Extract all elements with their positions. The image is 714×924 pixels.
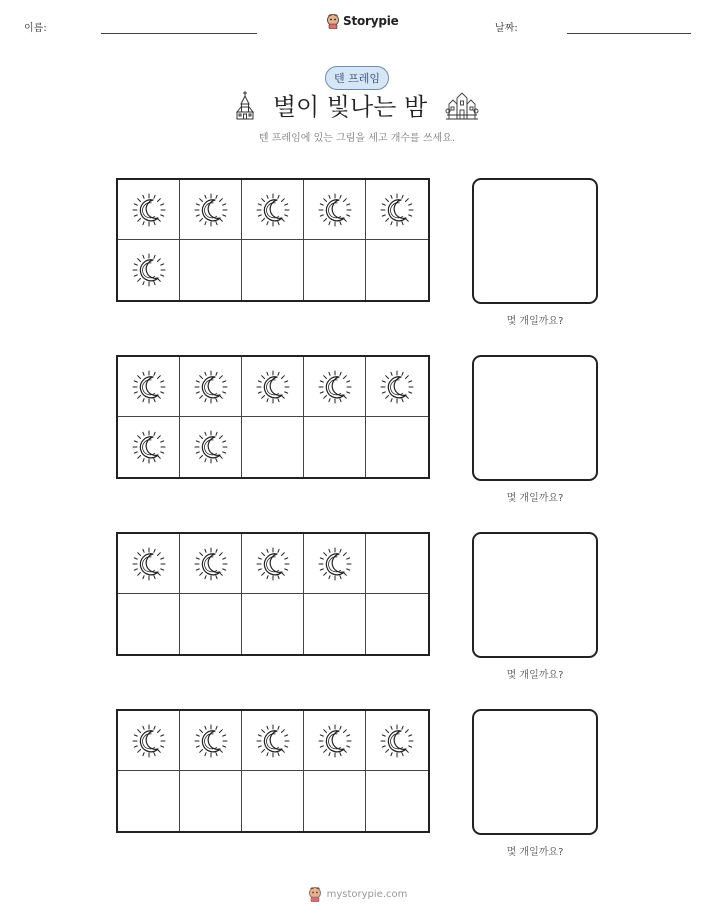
crescent-moon-sun-icon — [131, 546, 167, 582]
brand-logo — [326, 13, 399, 29]
answer-box[interactable] — [472, 532, 598, 658]
date-label: 날짜: — [495, 23, 518, 34]
crescent-moon-sun-icon — [131, 192, 167, 228]
crescent-moon-sun-icon — [255, 723, 291, 759]
ten-frame-cell — [242, 594, 304, 654]
ten-frame-cell — [366, 534, 428, 594]
crescent-moon-sun-icon — [379, 369, 415, 405]
crescent-moon-sun-icon — [255, 546, 291, 582]
ten-frame-cell — [242, 180, 304, 240]
ten-frame — [116, 532, 430, 656]
brand-name: Storypie — [343, 14, 399, 28]
ten-frame-cell — [118, 711, 180, 771]
crescent-moon-sun-icon — [255, 192, 291, 228]
castle-icon — [445, 90, 479, 120]
footer-url: mystorypie.com — [326, 888, 408, 900]
answer-box[interactable] — [472, 178, 598, 304]
question-label: 몇 개일까요? — [506, 670, 564, 681]
crescent-moon-sun-icon — [131, 723, 167, 759]
storypie-mascot-icon — [307, 886, 323, 902]
instructions: 텐 프레임에 있는 그림을 세고 개수를 쓰세요. — [258, 133, 456, 144]
ten-frame-cell — [242, 711, 304, 771]
ten-frame-cell — [242, 357, 304, 417]
date-line[interactable] — [567, 33, 691, 34]
crescent-moon-sun-icon — [317, 369, 353, 405]
ten-frame-cell — [242, 417, 304, 477]
ten-frame-cell — [366, 357, 428, 417]
ten-frame-cell — [366, 180, 428, 240]
ten-frame — [116, 355, 430, 479]
crescent-moon-sun-icon — [255, 369, 291, 405]
church-icon — [235, 90, 255, 120]
crescent-moon-sun-icon — [317, 546, 353, 582]
ten-frame-cell — [180, 771, 242, 831]
ten-frame-cell — [304, 357, 366, 417]
ten-frame-cell — [118, 417, 180, 477]
ten-frame-badge: 텐 프레임 — [325, 66, 389, 90]
answer-box[interactable] — [472, 355, 598, 481]
question-label: 몇 개일까요? — [506, 493, 564, 504]
ten-frame-cell — [366, 711, 428, 771]
crescent-moon-sun-icon — [193, 192, 229, 228]
question-label: 몇 개일까요? — [506, 847, 564, 858]
ten-frame-cell — [118, 771, 180, 831]
crescent-moon-sun-icon — [131, 429, 167, 465]
ten-frame-cell — [180, 180, 242, 240]
ten-frame — [116, 178, 430, 302]
ten-frame-cell — [180, 534, 242, 594]
storypie-mascot-icon — [326, 13, 340, 29]
ten-frame-cell — [366, 594, 428, 654]
crescent-moon-sun-icon — [131, 252, 167, 288]
ten-frame-cell — [304, 594, 366, 654]
ten-frame-cell — [242, 771, 304, 831]
title-row — [0, 87, 714, 122]
ten-frame-cell — [118, 240, 180, 300]
ten-frame-cell — [304, 240, 366, 300]
ten-frame — [116, 709, 430, 833]
ten-frame-cell — [366, 771, 428, 831]
crescent-moon-sun-icon — [193, 429, 229, 465]
ten-frame-cell — [304, 180, 366, 240]
ten-frame-cell — [118, 534, 180, 594]
crescent-moon-sun-icon — [317, 723, 353, 759]
crescent-moon-sun-icon — [193, 369, 229, 405]
ten-frame-cell — [366, 417, 428, 477]
ten-frame-cell — [304, 534, 366, 594]
ten-frame-cell — [304, 711, 366, 771]
ten-frame-cell — [304, 771, 366, 831]
ten-frame-cell — [180, 594, 242, 654]
name-line[interactable] — [101, 33, 257, 34]
crescent-moon-sun-icon — [379, 192, 415, 228]
ten-frame-cell — [118, 357, 180, 417]
ten-frame-cell — [118, 594, 180, 654]
ten-frame-cell — [180, 417, 242, 477]
ten-frame-cell — [180, 240, 242, 300]
crescent-moon-sun-icon — [379, 723, 415, 759]
page-title: 별이 빛나는 밤 — [272, 93, 428, 121]
ten-frame-cell — [118, 180, 180, 240]
name-label: 이름: — [24, 23, 47, 34]
ten-frame-cell — [242, 534, 304, 594]
question-label: 몇 개일까요? — [506, 316, 564, 327]
crescent-moon-sun-icon — [193, 723, 229, 759]
answer-box[interactable] — [472, 709, 598, 835]
ten-frame-cell — [366, 240, 428, 300]
crescent-moon-sun-icon — [131, 369, 167, 405]
ten-frame-cell — [242, 240, 304, 300]
ten-frame-cell — [304, 417, 366, 477]
ten-frame-cell — [180, 357, 242, 417]
crescent-moon-sun-icon — [193, 546, 229, 582]
footer — [0, 886, 714, 902]
ten-frame-cell — [180, 711, 242, 771]
crescent-moon-sun-icon — [317, 192, 353, 228]
